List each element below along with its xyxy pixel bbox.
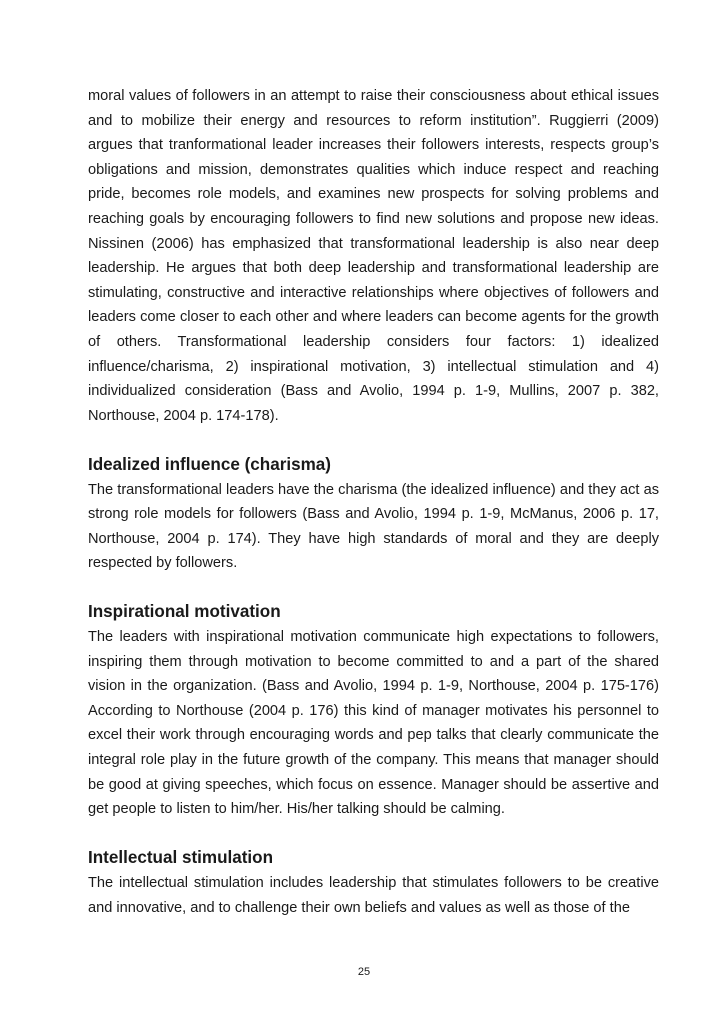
page-content [88, 84, 659, 920]
section-heading-intellectual-stimulation: Intellectual stimulation [88, 848, 274, 868]
page-number: 25 [357, 966, 371, 978]
section-heading-idealized-influence: Idealized influence (charisma) [88, 454, 331, 474]
section-heading-inspirational-motivation: Inspirational motivation [88, 602, 281, 622]
section-body-inspirational-motivation: The leaders with inspirational motivation communicate high expectations to followers, inspiring them through motivation to become committed to and a part of the shared vision in the organization. (Bass and Avolio, 1994 p. 1-9, Northouse, 2004 p. 175-176) According to Northouse (2004 p. 176) this kind of manager motivates his personnel to excel their work through encouraging words and pep talks that clearly communicate the integral role play in the future growth of the company. This means that manager should be good at giving speeches, which focus on essence. Manager should be assertive and get people to listen to him/her. His/her talking should be calming. [88, 629, 659, 818]
section-body-idealized-influence: The transformational leaders have the charisma (the idealized influence) and they act as strong role models for followers (Bass and Avolio, 1994 p. 1-9, McManus, 2006 p. 17, Northouse, 2004 p. 174). They have high standards of moral and they are deeply respected by followers. [88, 481, 659, 572]
intro-paragraph: moral values of followers in an attempt to raise their consciousness about ethical issues and to mobilize their energy and resources to reform institution”. Ruggierri (2009) argues that tranformational leader increases their followers interests, respects group’s obligations and mission, demonstrates qualities which induce respect and reaching pride, becomes role models, and examines new prospects for solving problems and reaching goals by encouraging followers to find new solutions and propose new ideas. Nissinen (2006) has emphasized that transformational leadership is also near deep leadership. He argues that both deep leadership and transformational leadership are stimulating, constructive and interactive relationships where objectives of followers and leaders come closer to each other and where leaders can become agents for the growth of others. Transformational leadership considers four factors: 1) idealized influence/charisma, 2) inspirational motivation, 3) intellectual stimulation and 4) individualized consideration (Bass and Avolio, 1994 p. 1-9, Mullins, 2007 p. 382, Northouse, 2004 p. 174-178). [88, 88, 659, 424]
section-body-intellectual-stimulation: The intellectual stimulation includes leadership that stimulates followers to be creative and innovative, and to challenge their own beliefs and values as well as those of the [88, 875, 659, 916]
